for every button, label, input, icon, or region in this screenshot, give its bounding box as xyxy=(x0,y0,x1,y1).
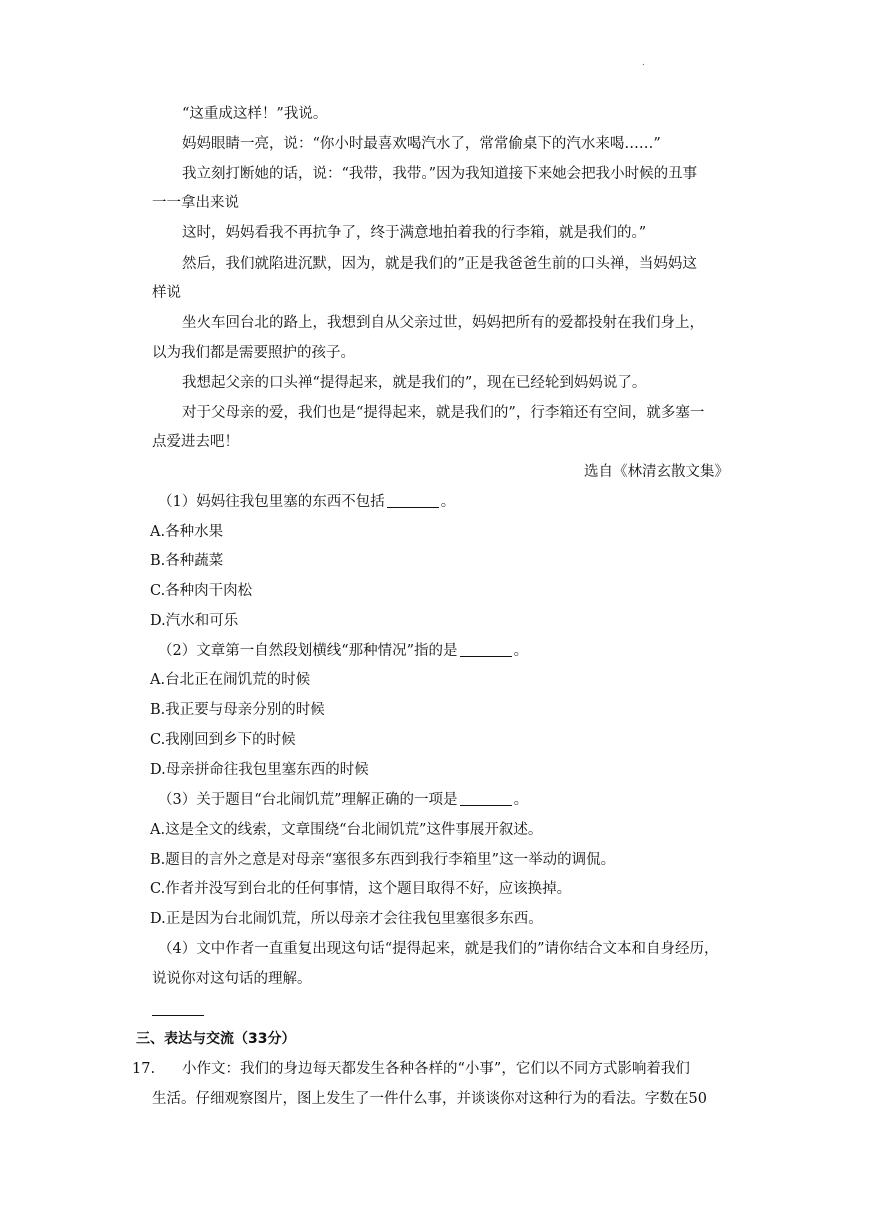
question-4-continuation: 说说你对这句话的理解。 xyxy=(152,971,312,987)
question-2 xyxy=(158,641,528,661)
passage-paragraph: 妈妈眼睛一亮，说：“你小时最喜欢喝汽水了，常常偷桌下的汽水来喝……” xyxy=(182,136,661,152)
question-end: 。 xyxy=(513,643,529,659)
question-3 xyxy=(158,790,528,810)
passage-continuation: 一一拿出来说 xyxy=(152,195,239,211)
option-a: A.这是全文的线索，文章围绕“台北闹饥荒”这件事展开叙述。 xyxy=(150,822,543,838)
question-1 xyxy=(158,492,455,512)
section-heading: 三、表达与交流（33分） xyxy=(136,1031,296,1047)
passage-continuation: 点爱进去吧！ xyxy=(152,434,239,450)
passage-paragraph: 然后，我们就陷进沉默，因为，就是我们的”正是我爸爸生前的口头禅，当妈妈这 xyxy=(182,256,697,272)
question-text: （1）妈妈往我包里塞的东西不包括 xyxy=(158,494,385,510)
question-17: 小作文：我们的身边每天都发生各种各样的“小事”，它们以不同方式影响着我们 xyxy=(182,1061,690,1077)
question-text: （3）关于题目“台北闹饥荒”理解正确的一项是 xyxy=(158,792,458,808)
question-end: 。 xyxy=(513,792,529,808)
option-b: B.我正要与母亲分别的时候 xyxy=(150,702,325,718)
option-c: C.作者并没写到台北的任何事情，这个题目取得不好，应该换掉。 xyxy=(150,881,572,897)
header-dot: . xyxy=(642,58,645,68)
option-c: C.我刚回到乡下的时候 xyxy=(150,732,296,748)
passage-paragraph: 我立刻打断她的话，说：“我带，我带。”因为我知道接下来她会把我小时候的丑事 xyxy=(182,166,698,182)
question-17-continuation: 生活。仔细观察图片，图上发生了一件什么事，并谈谈你对这种行为的看法。字数在50 xyxy=(152,1091,707,1107)
question-end: 。 xyxy=(440,494,456,510)
option-a: A.台北正在闹饥荒的时候 xyxy=(150,672,311,688)
option-d: D.汽水和可乐 xyxy=(150,613,239,629)
passage-continuation: 样说 xyxy=(152,285,181,301)
option-d: D.母亲拼命往我包里塞东西的时候 xyxy=(150,762,369,778)
option-b: B.各种蔬菜 xyxy=(150,553,224,569)
question-4: （4）文中作者一直重复出现这句话“提得起来，就是我们的”请你结合文本和自身经历， xyxy=(158,941,719,957)
answer-blank[interactable] xyxy=(387,493,439,508)
passage-paragraph: 坐火车回台北的路上，我想到自从父亲过世，妈妈把所有的爱都投射在我们身上， xyxy=(182,315,704,331)
answer-blank[interactable] xyxy=(460,642,512,657)
question-text: （2）文章第一自然段划横线“那种情况”指的是 xyxy=(158,643,458,659)
option-c: C.各种肉干肉松 xyxy=(150,583,253,599)
option-d: D.正是因为台北闹饥荒，所以母亲才会往我包里塞很多东西。 xyxy=(150,911,543,927)
passage-paragraph: 这时，妈妈看我不再抗争了，终于满意地拍着我的行李箱，就是我们的。” xyxy=(182,225,647,241)
option-b: B.题目的言外之意是对母亲“塞很多东西到我行李箱里”这一举动的调侃。 xyxy=(150,852,616,868)
passage-paragraph: “这重成这样！”我说。 xyxy=(182,106,328,122)
passage-paragraph: 对于父母亲的爱，我们也是“提得起来，就是我们的”，行李箱还有空间，就多塞一 xyxy=(182,405,705,421)
passage-paragraph: 我想起父亲的口头禅“提得起来，就是我们的”，现在已经轮到妈妈说了。 xyxy=(182,375,647,391)
passage-continuation: 以为我们都是需要照护的孩子。 xyxy=(152,345,355,361)
answer-line[interactable] xyxy=(152,1015,204,1016)
answer-blank[interactable] xyxy=(460,791,512,806)
question-number: 17. xyxy=(132,1061,156,1077)
option-a: A.各种水果 xyxy=(150,524,224,540)
passage-source: 选自《林清玄散文集》 xyxy=(584,464,729,480)
